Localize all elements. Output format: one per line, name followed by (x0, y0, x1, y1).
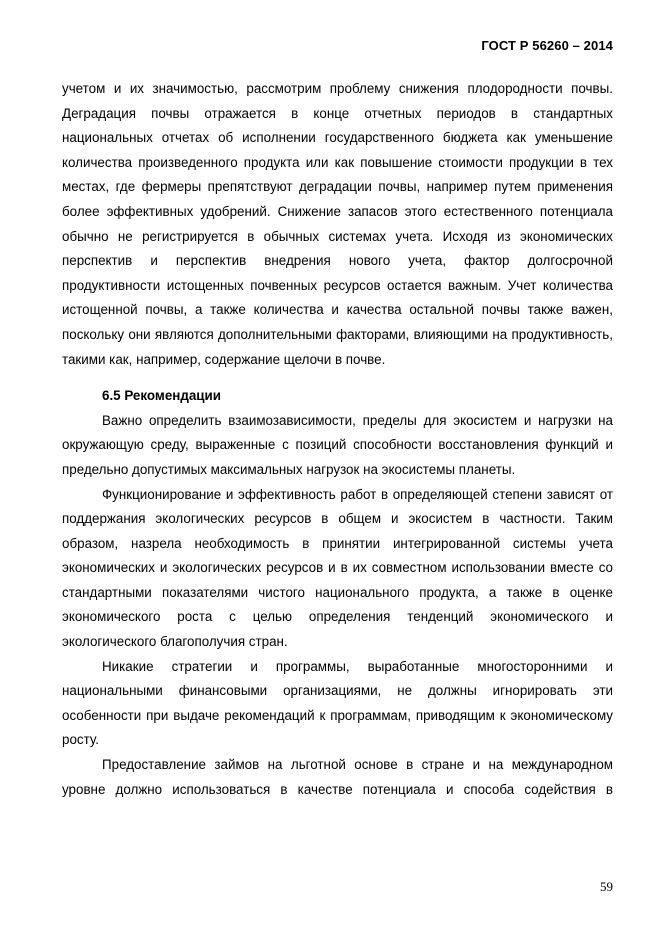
page-number: 59 (600, 879, 613, 894)
section-paragraph-3: Никакие стратегии и программы, выработанные многосторонними и национальными финансовыми организациями, не должны игнорировать эти особенности при выдаче рекомендаций к программам, приводящим к экономическому росту. (62, 658, 613, 748)
section-paragraph-1: Важно определить взаимозависимости, пределы для экосистем и нагрузки на окружающую среду, выраженные с позиций способности восстановления функций и предельно допустимых максимальных нагрузок на экосистемы планеты. (62, 412, 613, 477)
page-content (62, 77, 613, 802)
section-paragraph-2: Функционирование и эффективность работ в определяющей степени зависят от поддержания экологических ресурсов в общем и экосистем в частности. Таким образом, назрела необходимость в принятии интегрированной системы учета экономических и экологических ресурсов и в их совместном использовании вместе со стандартными показателями чистого национального продукта, а также в оценке экономического роста с целью определения тенденций экономического и экологического благополучия стран. (62, 486, 613, 650)
section-paragraph-4: Предоставление займов на льготной основе в стране и на международном уровне должно использоваться в качестве потенциала и способа содействия в (62, 757, 613, 797)
paragraph-continuation: учетом и их значимостью, рассмотрим проблему снижения плодородности почвы. Деградация почвы отражается в конце отчетных периодов в стандартных национальных отчетах об исполнении государственного бюджета как уменьшение количества произведенного продукта или как повышение стоимости продукции в тех местах, где фермеры препятствуют деградации почвы, например путем применения более эффективных удобрений. Снижение запасов этого естественного потенциала обычно не регистрируется в обычных системах учета. Исходя из экономических перспектив и перспектив внедрения нового учета, фактор долгосрочной продуктивности истощенных почвенных ресурсов остается важным. Учет количества истощенной почвы, а также количества и качества остальной почвы также важен, поскольку они являются дополнительными факторами, влияющими на продуктивность, такими как, например, содержание щелочи в почве. (62, 81, 613, 367)
section-heading: 6.5 Рекомендации (102, 388, 221, 404)
document-header-id: ГОСТ Р 56260 – 2014 (481, 38, 613, 53)
